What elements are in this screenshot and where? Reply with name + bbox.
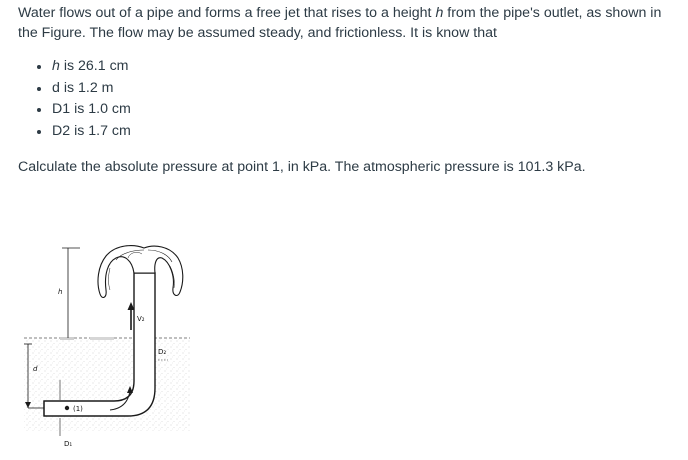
given-value: is 26.1 cm	[59, 58, 129, 74]
given-symbol: D2	[52, 122, 71, 139]
pipe-jet-figure	[20, 238, 220, 456]
task-text: Calculate the absolute pressure at point 1, in kPa. The atmospheric pressure is 101.3 kPa.	[18, 159, 586, 175]
label-v2: V₂	[137, 315, 145, 323]
question-text	[18, 4, 678, 178]
label-d: d	[33, 365, 38, 373]
given-d2	[52, 121, 678, 143]
label-d2: D₂	[158, 348, 167, 356]
dimension-h	[58, 248, 80, 338]
given-d	[52, 78, 678, 100]
given-symbol: D1	[52, 101, 71, 117]
given-symbol: h	[52, 58, 60, 74]
intro-h-symbol: h	[435, 5, 444, 21]
label-point-1: (1)	[73, 405, 83, 413]
given-value: is 1.7 cm	[70, 122, 131, 139]
point-1-dot	[65, 406, 69, 410]
jet-ripple	[109, 268, 111, 290]
given-value: is 1.0 cm	[70, 101, 131, 117]
label-h: h	[58, 288, 63, 296]
surface-grit	[90, 337, 114, 340]
intro-text-end: from the pipe's outlet, as shown in the Figure. The flow may be assumed steady, and frictionless. It is know that	[18, 5, 662, 41]
given-d1	[52, 99, 678, 121]
given-symbol: d	[52, 79, 60, 96]
surface-grit	[60, 337, 74, 340]
given-value: is 1.2 m	[59, 79, 114, 96]
givens-list	[18, 56, 678, 142]
intro-text-start: Water flows out of a pipe and forms a free jet that rises to a height	[18, 5, 436, 21]
given-h	[52, 56, 678, 78]
problem-intro	[18, 4, 678, 43]
label-d1: D₁	[64, 440, 73, 448]
pipe-jet-diagram	[20, 238, 220, 456]
